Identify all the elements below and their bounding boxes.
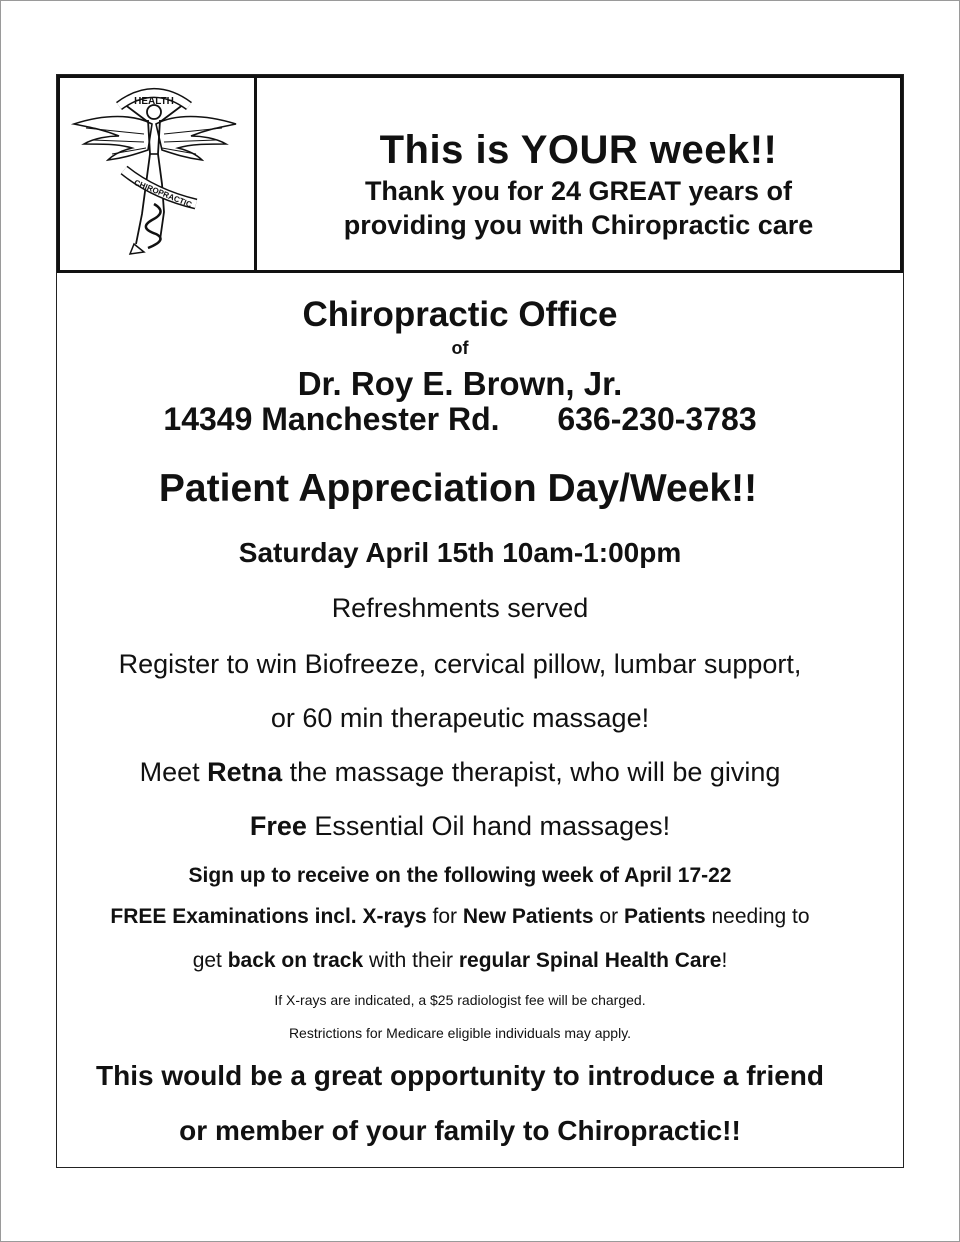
- track-spinal-care: regular Spinal Health Care: [458, 949, 722, 972]
- event-date: Saturday April 15th 10am-1:00pm: [238, 537, 682, 568]
- event-title: Patient Appreciation Day/Week!!: [158, 467, 758, 510]
- xray-fee-note: If X-rays are indicated, a $25 radiologist fee will be charged.: [274, 992, 646, 1008]
- exam-for: for: [426, 905, 463, 928]
- back-on-track-line: [37, 949, 883, 973]
- refreshments-text: Refreshments served: [331, 593, 589, 623]
- exam-free: FREE Examinations incl. X-rays: [110, 905, 427, 928]
- doctor-name: Dr. Roy E. Brown, Jr.: [297, 365, 623, 402]
- free-rest: Essential Oil hand massages!: [306, 811, 671, 841]
- exam-new-patients: New Patients: [462, 905, 594, 928]
- meet-pre: Meet: [139, 757, 208, 787]
- exam-or: or: [593, 905, 624, 928]
- logo-ribbon-bottom: CHIROPRACTIC: [132, 178, 194, 210]
- track-with: with their: [363, 949, 459, 972]
- flyer-header: [57, 75, 903, 273]
- headline-subtitle-1: Thank you for 24 GREAT years of: [364, 176, 793, 206]
- office-address: 14349 Manchester Rd.: [163, 401, 500, 437]
- office-phone: 636-230-3783: [557, 401, 757, 437]
- address-phone-line: [37, 401, 883, 438]
- medicare-note: Restrictions for Medicare eligible individuals may apply.: [288, 1025, 632, 1041]
- exam-line: [37, 905, 883, 929]
- logo-ribbon-top: HEALTH: [134, 96, 174, 107]
- exam-needing: needing to: [705, 905, 810, 928]
- free-massage-line: [37, 811, 883, 842]
- office-name: Chiropractic Office: [302, 295, 618, 334]
- register-line-1: Register to win Biofreeze, cervical pillow, lumbar support,: [118, 649, 802, 679]
- closing-line-1: This would be a great opportunity to introduce a friend: [95, 1060, 824, 1091]
- free-word: Free: [249, 811, 307, 841]
- flyer: [56, 74, 904, 1168]
- meet-post: the massage therapist, who will be giving: [282, 757, 781, 787]
- headline-title: This is YOUR week!!: [379, 128, 778, 172]
- headline-box: [254, 75, 903, 273]
- signup-line: Sign up to receive on the following week of April 17-22: [188, 864, 732, 887]
- closing-line-2: or member of your family to Chiropractic!!: [179, 1115, 741, 1146]
- register-line-2: or 60 min therapeutic massage!: [270, 703, 650, 733]
- meet-therapist-line: [37, 757, 883, 788]
- headline-subtitle-2: providing you with Chiropractic care: [343, 210, 814, 240]
- chiropractic-logo-icon: [64, 84, 244, 260]
- therapist-name: Retna: [207, 757, 283, 787]
- track-exclaim: !: [721, 949, 728, 972]
- office-of: of: [451, 338, 469, 358]
- track-back-on-track: back on track: [227, 949, 364, 972]
- logo-box: [57, 75, 257, 273]
- exam-patients: Patients: [623, 905, 706, 928]
- track-get: get: [192, 949, 228, 972]
